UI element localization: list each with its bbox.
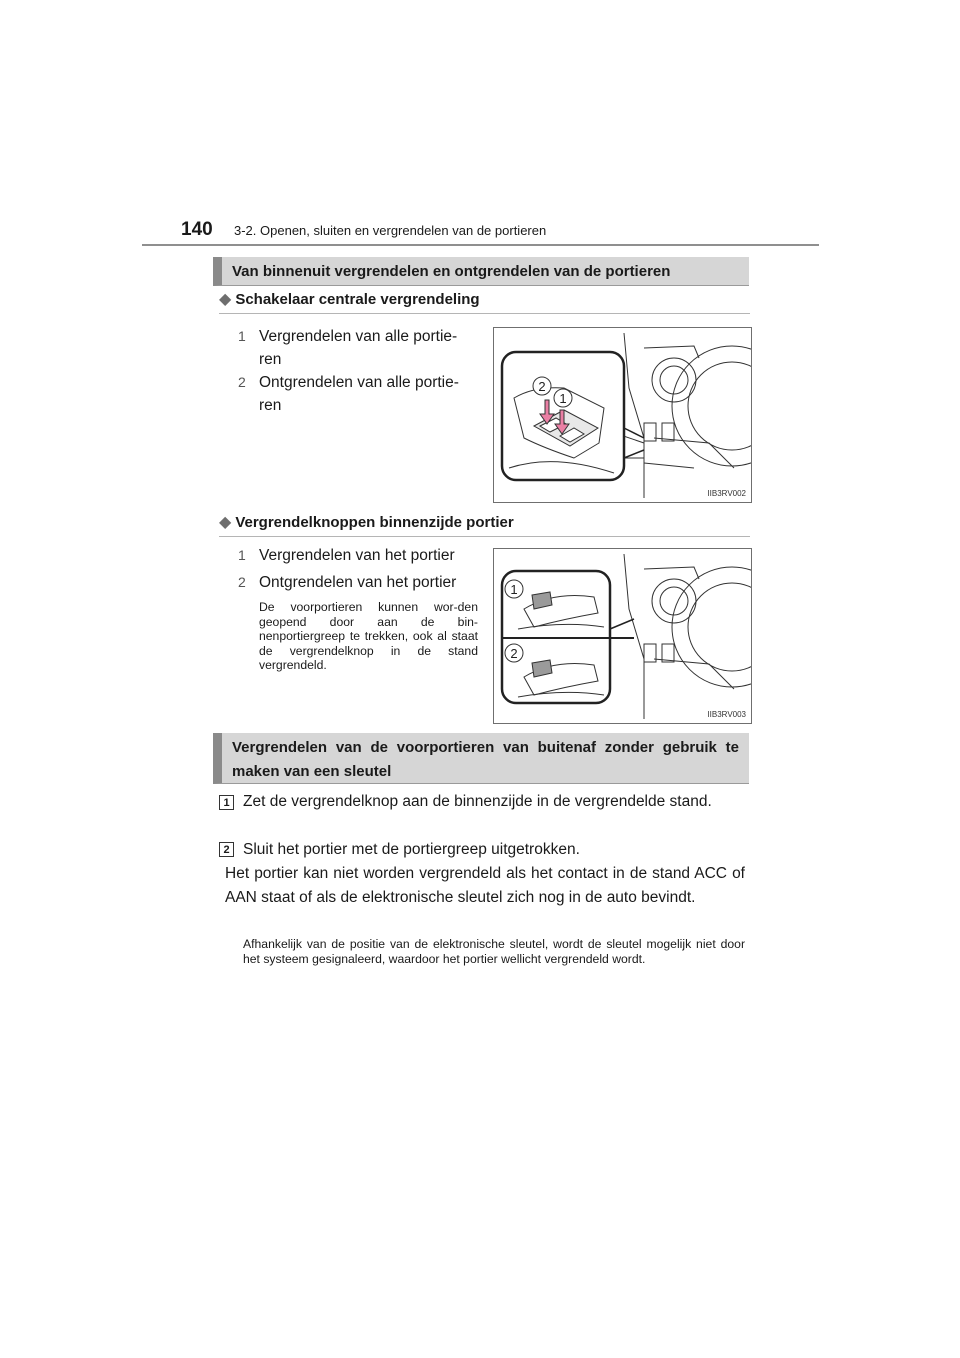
item-text: Vergrendelen van alle portie-ren	[259, 328, 458, 368]
callout-number: 2	[510, 646, 518, 661]
diamond-bullet-icon: ◆	[219, 514, 232, 531]
step-number-box: 2	[219, 842, 234, 857]
callout-number: 2	[538, 379, 546, 394]
subheading-divider	[219, 536, 750, 537]
list-item	[238, 325, 468, 371]
subheading-inner-lock-buttons	[219, 512, 514, 532]
illustration-inner-door-lock-buttons	[493, 548, 752, 724]
item-text: Vergrendelen van het portier	[259, 547, 455, 564]
diamond-bullet-icon: ◆	[219, 291, 232, 308]
section-heading-inside-locking	[213, 257, 749, 286]
figure-code: IIB3RV003	[707, 710, 746, 719]
item-text: Ontgrendelen van het portier	[259, 574, 457, 591]
figure-code: IIB3RV002	[707, 489, 746, 498]
section-heading-text: Vergrendelen van de voorportieren van buitenaf zonder gebruik te maken van een sleutel	[232, 739, 739, 780]
item-number: 1	[238, 328, 246, 344]
page-number: 140	[181, 219, 213, 240]
body-paragraph: Het portier kan niet worden vergrendeld als het contact in de stand ACC of AAN staat of als de elektronische sleutel zich nog in de auto bevindt.	[225, 865, 745, 906]
step-number-box: 1	[219, 795, 234, 810]
step-text: Zet de vergrendelknop aan de binnenzijde in de vergrendelde stand.	[243, 793, 712, 810]
item-text: Ontgrendelen van alle portie-ren	[259, 374, 459, 414]
item-number: 1	[238, 547, 246, 563]
subheading-divider	[219, 313, 750, 314]
list-item	[238, 571, 468, 594]
note-text: De voorportieren kunnen wor-den geopend door aan de bin-nenportiergreep te trekken, ook al staat de vergrendelknop in de stand vergrendeld.	[259, 600, 478, 672]
section-heading-text: Van binnenuit vergrendelen en ontgrendelen van de portieren	[232, 263, 671, 280]
dashboard-switch-drawing	[494, 328, 751, 502]
step-text: Sluit het portier met de portiergreep uitgetrokken.	[243, 841, 580, 858]
item-number: 2	[238, 374, 246, 390]
running-title: 3-2. Openen, sluiten en vergrendelen van de portieren	[234, 223, 547, 238]
note-text: Afhankelijk van de positie van de elektronische sleutel, wordt de sleutel mogelijk niet door het systeem gesignaleerd, waardoor het portier wellicht vergrendeld wordt.	[243, 937, 745, 966]
item-number: 2	[238, 574, 246, 590]
subheading-central-lock-switch	[219, 289, 480, 309]
subheading-text: Schakelaar centrale vergrendeling	[235, 291, 480, 308]
list-item	[238, 544, 468, 567]
section-heading-outside-locking	[213, 733, 749, 784]
list-item	[238, 371, 468, 417]
subheading-text: Vergrendelknoppen binnenzijde portier	[235, 514, 514, 531]
header-divider	[142, 244, 819, 246]
illustration-central-lock-switch	[493, 327, 752, 503]
callout-number: 1	[510, 582, 518, 597]
door-lock-drawing	[494, 549, 751, 723]
callout-number: 1	[559, 391, 567, 406]
